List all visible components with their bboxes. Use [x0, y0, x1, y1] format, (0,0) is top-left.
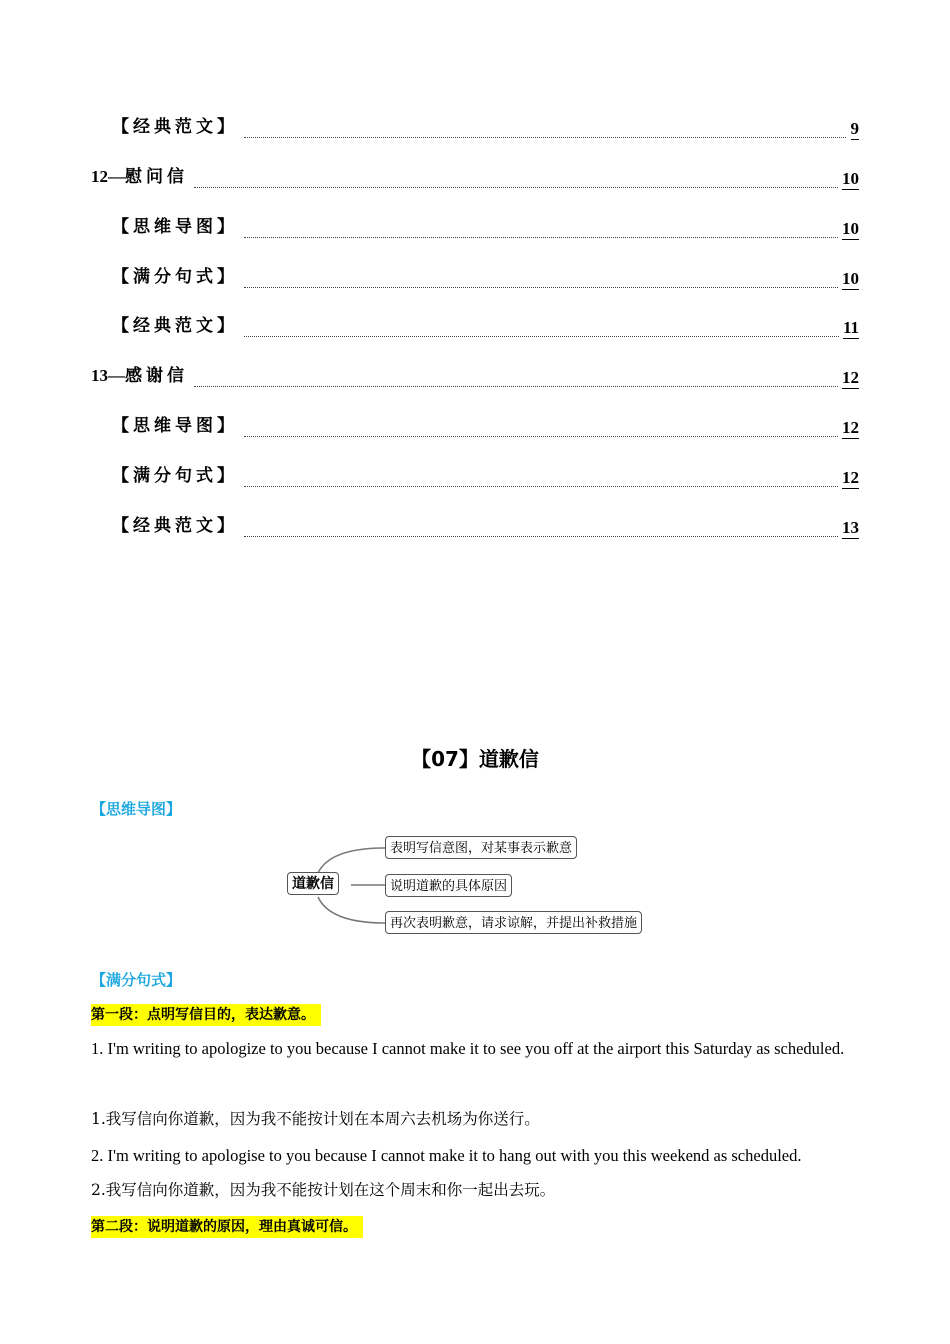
toc-entry-label [91, 365, 188, 387]
toc-entry-label [112, 465, 238, 487]
toc-entry[interactable] [112, 457, 859, 487]
toc-entry-text: 【思维导图】 [112, 416, 238, 436]
paragraph1-heading: 第一段：点明写信目的，表达歉意。 [91, 1004, 321, 1026]
toc-page-number[interactable]: 11 [842, 318, 859, 337]
toc-entry-label [91, 166, 188, 188]
toc-entry[interactable] [112, 407, 859, 437]
toc-entry-label [112, 415, 238, 437]
toc-entry[interactable] [91, 158, 859, 188]
toc-entry[interactable] [112, 208, 859, 238]
connector-1 [318, 848, 385, 873]
toc-entry-text: 【经典范文】 [112, 316, 238, 336]
toc-leader-dots [244, 535, 838, 537]
sentence-1-zh: 1.我写信向你道歉，因为我不能按计划在本周六去机场为你送行。 [91, 1110, 540, 1128]
toc-leader-dots [244, 485, 838, 487]
toc-entry-text: 【满分句式】 [112, 466, 238, 486]
toc-entry-text: 感谢信 [125, 366, 188, 386]
toc-entry[interactable] [91, 357, 859, 387]
toc-entry-number: 13— [91, 366, 125, 385]
toc-page-number[interactable]: 12 [842, 368, 859, 387]
section-title: 【07】道歉信 [411, 747, 539, 771]
toc-entry-label [112, 116, 238, 138]
toc-entry[interactable] [112, 307, 859, 337]
sentence-1-en: 1. I'm writing to apologize to you because I cannot make it to see you off at the airport this Saturday as scheduled. [91, 1039, 845, 1058]
mindmap-branch-1: 表明写信意图，对某事表示歉意 [385, 836, 577, 859]
toc-page-number[interactable]: 10 [842, 219, 859, 238]
sentences-heading: 【满分句式】 [91, 971, 182, 989]
toc-page-number[interactable]: 12 [842, 468, 859, 487]
toc-entry-label [112, 266, 238, 288]
toc-entry[interactable] [112, 258, 859, 288]
toc-entry[interactable] [112, 108, 859, 138]
toc-leader-dots [244, 335, 839, 337]
toc-leader-dots [244, 236, 838, 238]
toc-page-number[interactable]: 10 [842, 269, 859, 288]
toc-entry-number: 12— [91, 167, 125, 186]
toc-entry-text: 【满分句式】 [112, 267, 238, 287]
connector-3 [318, 897, 385, 923]
mindmap-heading: 【思维导图】 [91, 800, 182, 818]
toc-leader-dots [244, 286, 838, 288]
sentence-2-en: 2. I'm writing to apologise to you because I cannot make it to hang out with you this weekend as scheduled. [91, 1146, 802, 1165]
toc-page-number[interactable]: 12 [842, 418, 859, 437]
toc-entry-label [112, 315, 238, 337]
mindmap-root: 道歉信 [287, 872, 339, 895]
toc-entry-text: 【思维导图】 [112, 217, 238, 237]
toc-entry-text: 【经典范文】 [112, 117, 238, 137]
toc-entry-text: 【经典范文】 [112, 516, 238, 536]
toc-page-number[interactable]: 9 [850, 119, 859, 138]
sentence-2-zh: 2.我写信向你道歉，因为我不能按计划在这个周末和你一起出去玩。 [91, 1181, 556, 1199]
toc-page-number[interactable]: 10 [842, 169, 859, 188]
toc-leader-dots [194, 186, 838, 188]
mindmap-branch-3: 再次表明歉意，请求谅解，并提出补救措施 [385, 911, 642, 934]
toc-entry-label [112, 216, 238, 238]
toc-entry-label [112, 515, 238, 537]
toc-page-number[interactable]: 13 [842, 518, 859, 537]
toc-entry[interactable] [112, 507, 859, 537]
toc-entry-text: 慰问信 [125, 167, 188, 187]
toc-leader-dots [244, 136, 846, 138]
toc-leader-dots [244, 435, 838, 437]
paragraph2-heading: 第二段：说明道歉的原因，理由真诚可信。 [91, 1216, 363, 1238]
mindmap-branch-2: 说明道歉的具体原因 [385, 874, 512, 897]
toc-leader-dots [194, 385, 838, 387]
